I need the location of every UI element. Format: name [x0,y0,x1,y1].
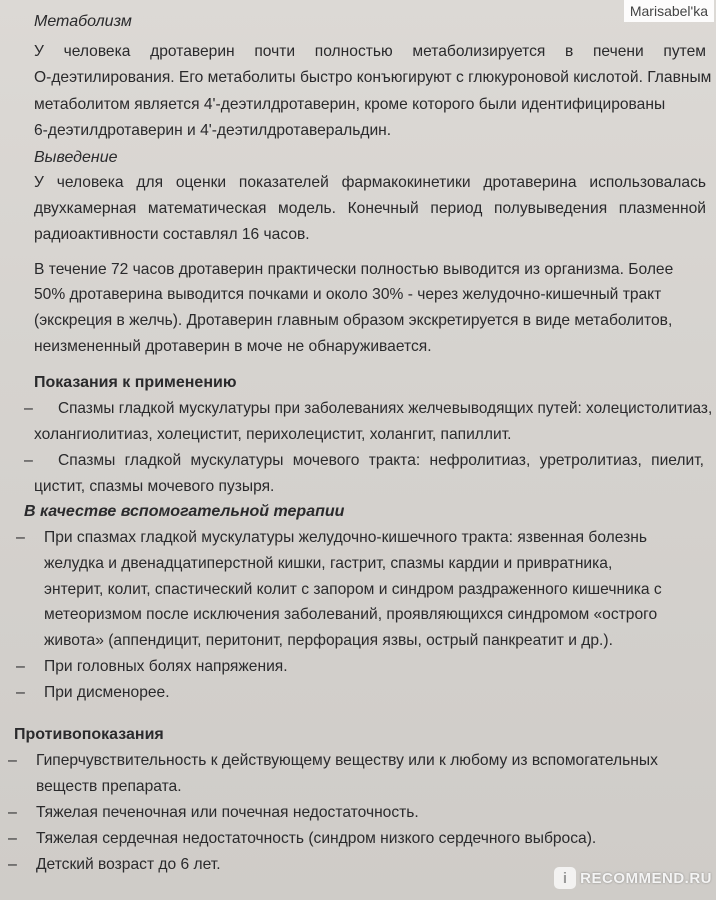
list-item-text: Тяжелая печеночная или почечная недостаточность. [36,804,419,821]
text-line: неизмененный дротаверин в моче не обнаруживается. [34,338,432,355]
list-dash: – [16,529,25,546]
list-item-text: энтерит, колит, спастический колит с запором и синдром раздраженного кишечника с [44,581,662,598]
section-heading-excretion: Выведение [34,149,118,166]
text-line: двухкамерная математическая модель. Конечный период полувыведения плазменной [34,200,706,217]
list-item-text: Тяжелая сердечная недостаточность (синдром низкого сердечного выброса). [36,830,597,847]
list-item-text: Гиперчувствительность к действующему веществу или к любому из вспомогательных [36,752,658,769]
list-dash: – [24,400,33,417]
list-item-text: метеоризмом после исключения заболеваний, проявляющихся синдромом «острого [44,606,658,623]
text-line: (экскреция в желчь). Дротаверин главным образом экскретируется в виде метаболитов, [34,312,673,329]
list-dash: – [8,856,17,873]
list-item-text: Спазмы гладкой мускулатуры мочевого тракта: нефролитиаз, уретролитиаз, пиелит, [58,452,704,469]
text-line: 6-деэтилдротаверин и 4'-деэтилдротаверальдин. [34,122,392,139]
list-item-text: Детский возраст до 6 лет. [36,856,221,873]
text-line: радиоактивности составлял 16 часов. [34,226,310,243]
list-dash: – [16,658,25,675]
list-dash: – [16,684,25,701]
list-item-text: цистит, спазмы мочевого пузыря. [34,478,275,495]
text-line: В течение 72 часов дротаверин практически полностью выводится из организма. Более [34,261,674,278]
section-heading-contraindications: Противопоказания [14,726,164,743]
list-dash: – [8,830,17,847]
list-item-text: веществ препарата. [36,778,182,795]
text-line: 50% дротаверина выводится почками и около 30% - через желудочно-кишечный тракт [34,286,662,303]
text-line: О-деэтилирования. Его метаболиты быстро конъюгируют с глюкуроновой кислотой. Главным [34,69,712,86]
section-heading-adjunct: В качестве вспомогательной терапии [24,503,345,520]
list-item-text: Спазмы гладкой мускулатуры при заболеваниях желчевыводящих путей: холецистолитиаз, [58,400,713,417]
list-item-text: При головных болях напряжения. [44,658,288,675]
text-line: У человека для оценки показателей фармакокинетики дротаверина использовалась [34,174,706,191]
section-heading-indications: Показания к применению [34,374,237,391]
list-item-text: желудка и двенадцатиперстной кишки, гастрит, спазмы кардии и привратника, [44,555,613,572]
text-line: метаболитом является 4'-деэтилдротаверин, кроме которого были идентифицированы [34,96,666,113]
list-item-text: холангиолитиаз, холецистит, перихолецистит, холангит, папиллит. [34,426,512,443]
text-line: У человека дротаверин почти полностью метаболизируется в печени путем [34,43,706,60]
list-item-text: При спазмах гладкой мускулатуры желудочно-кишечного тракта: язвенная болезнь [44,529,647,546]
list-dash: – [8,752,17,769]
list-item-text: При дисменорее. [44,684,170,701]
recommend-logo [554,864,712,892]
section-heading-metabolism: Метаболизм [34,13,132,30]
recommend-logo-text: RECOMMEND.RU [580,869,712,887]
recommend-logo-icon: i [554,867,576,889]
list-dash: – [24,452,33,469]
author-watermark: Marisabel'ka [624,0,714,22]
list-item-text: живота» (аппендицит, перитонит, перфорация язвы, острый панкреатит и др.). [44,632,613,649]
list-dash: – [8,804,17,821]
